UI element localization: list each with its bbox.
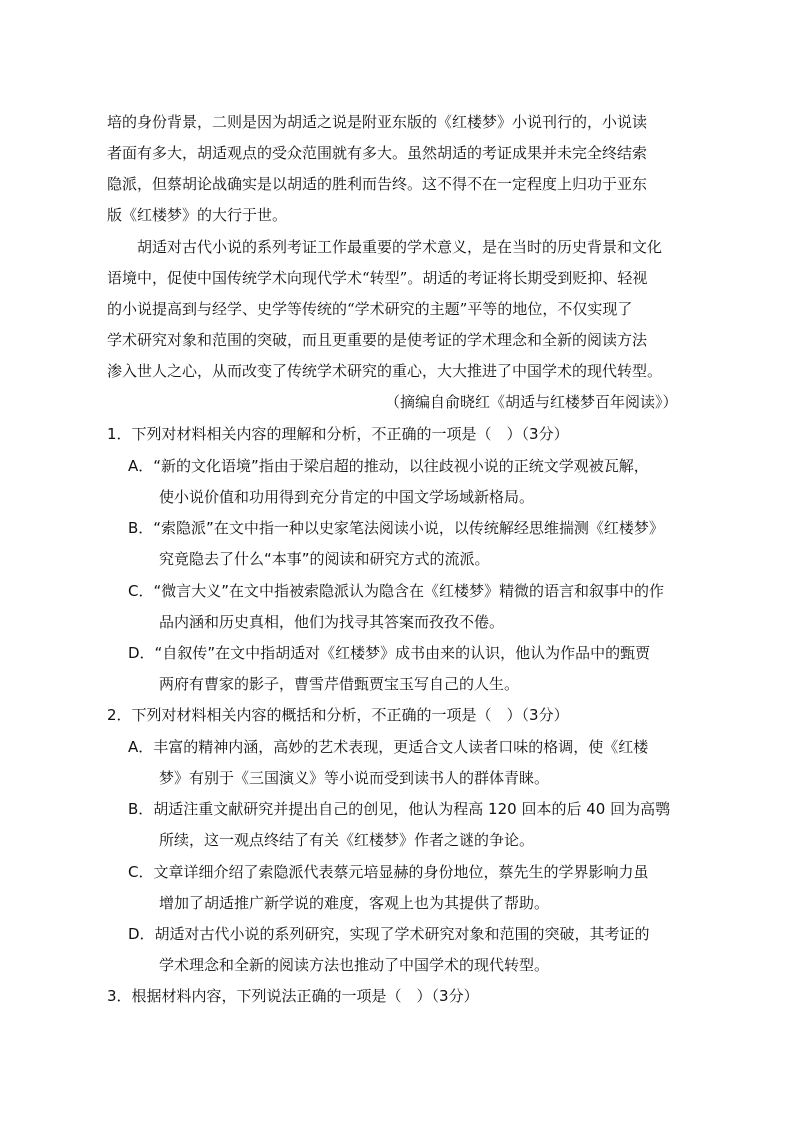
question-3-stem: 3．根据材料内容，下列说法正确的一项是（ ）（3分） bbox=[107, 987, 479, 1005]
passage-line: 学术研究对象和范围的突破，而且更重要的是使考证的学术理念和全新的阅读方法 bbox=[107, 331, 648, 349]
passage-line: 渗入世人之心，从而改变了传统学术研究的重心，大大推进了中国学术的现代转型。 bbox=[107, 362, 663, 380]
passage-line: 语境中，促使中国传统学术向现代学术“转型”。胡适的考证将长期受到贬抑、轻视 bbox=[107, 269, 648, 287]
passage-line: 的小说提高到与经学、史学等传统的“学术研究的主题”平等的地位，不仅实现了 bbox=[107, 300, 633, 318]
q2-option-c: C．文章详细介绍了索隐派代表蔡元培显赫的身份地位，蔡先生的学界影响力虽 bbox=[128, 863, 649, 881]
q1-option-b: B．“索隐派”在文中指一种以史家笔法阅读小说，以传统解经思维揣测《红楼梦》 bbox=[128, 519, 664, 537]
q2-option-d-cont: 学术理念和全新的阅读方法也推动了中国学术的现代转型。 bbox=[159, 956, 550, 974]
passage-line: 培的身份背景，二则是因为胡适之说是附亚东版的《红楼梦》小说刊行的，小说读 bbox=[107, 113, 648, 131]
passage-line: 版《红楼梦》的大行于世。 bbox=[107, 206, 288, 224]
q1-option-c-cont: 品内涵和历史真相，他们为找寻其答案而孜孜不倦。 bbox=[159, 613, 505, 631]
passage-line: 者面有多大，胡适观点的受众范围就有多大。虽然胡适的考证成果并未完全终结索 bbox=[107, 144, 648, 162]
passage-source: （摘编自俞晓红《胡适与红楼梦百年阅读》） bbox=[385, 393, 678, 411]
q1-option-a: A．“新的文化语境”指由于梁启超的推动，以往歧视小说的正统文学观被瓦解， bbox=[128, 457, 649, 475]
q1-option-a-cont: 使小说价值和功用得到充分肯定的中国文学场域新格局。 bbox=[159, 488, 535, 506]
passage-line: 隐派，但蔡胡论战确实是以胡适的胜利而告终。这不得不在一定程度上归功于亚东 bbox=[107, 175, 648, 193]
q2-option-b-cont: 所续，这一观点终结了有关《红楼梦》作者之谜的争论。 bbox=[159, 831, 535, 849]
q2-option-b: B．胡适注重文献研究并提出自己的创见，他认为程高 120 回本的后 40 回为高鹗 bbox=[128, 800, 671, 818]
q1-option-b-cont: 究竟隐去了什么“本事”的阅读和研究方式的流派。 bbox=[159, 550, 490, 568]
q2-option-d: D．胡适对古代小说的系列研究，实现了学术研究对象和范围的突破，其考证的 bbox=[128, 925, 650, 943]
q1-option-d-cont: 两府有曹家的影子，曹雪芹借甄贾宝玉写自己的人生。 bbox=[159, 675, 520, 693]
q2-option-c-cont: 增加了胡适推广新学说的难度，客观上也为其提供了帮助。 bbox=[159, 894, 550, 912]
passage-line: 胡适对古代小说的系列考证工作最重要的学术意义，是在当时的历史背景和文化 bbox=[137, 238, 663, 256]
q1-option-d: D．“自叙传”在文中指胡适对《红楼梦》成书由来的认识，他认为作品中的甄贾 bbox=[128, 644, 651, 662]
question-2-stem: 2．下列对材料相关内容的概括和分析，不正确的一项是（ ）（3分） bbox=[107, 706, 569, 724]
q2-option-a-cont: 梦》有别于《三国演义》等小说而受到读书人的群体青睐。 bbox=[159, 769, 550, 787]
q1-option-c: C．“微言大义”在文中指被索隐派认为隐含在《红楼梦》精微的语言和叙事中的作 bbox=[128, 582, 665, 600]
q2-option-a: A．丰富的精神内涵，高妙的艺术表现，更适合文人读者口味的格调，使《红楼 bbox=[128, 738, 649, 756]
question-1-stem: 1．下列对材料相关内容的理解和分析，不正确的一项是（ ）（3分） bbox=[107, 425, 569, 443]
